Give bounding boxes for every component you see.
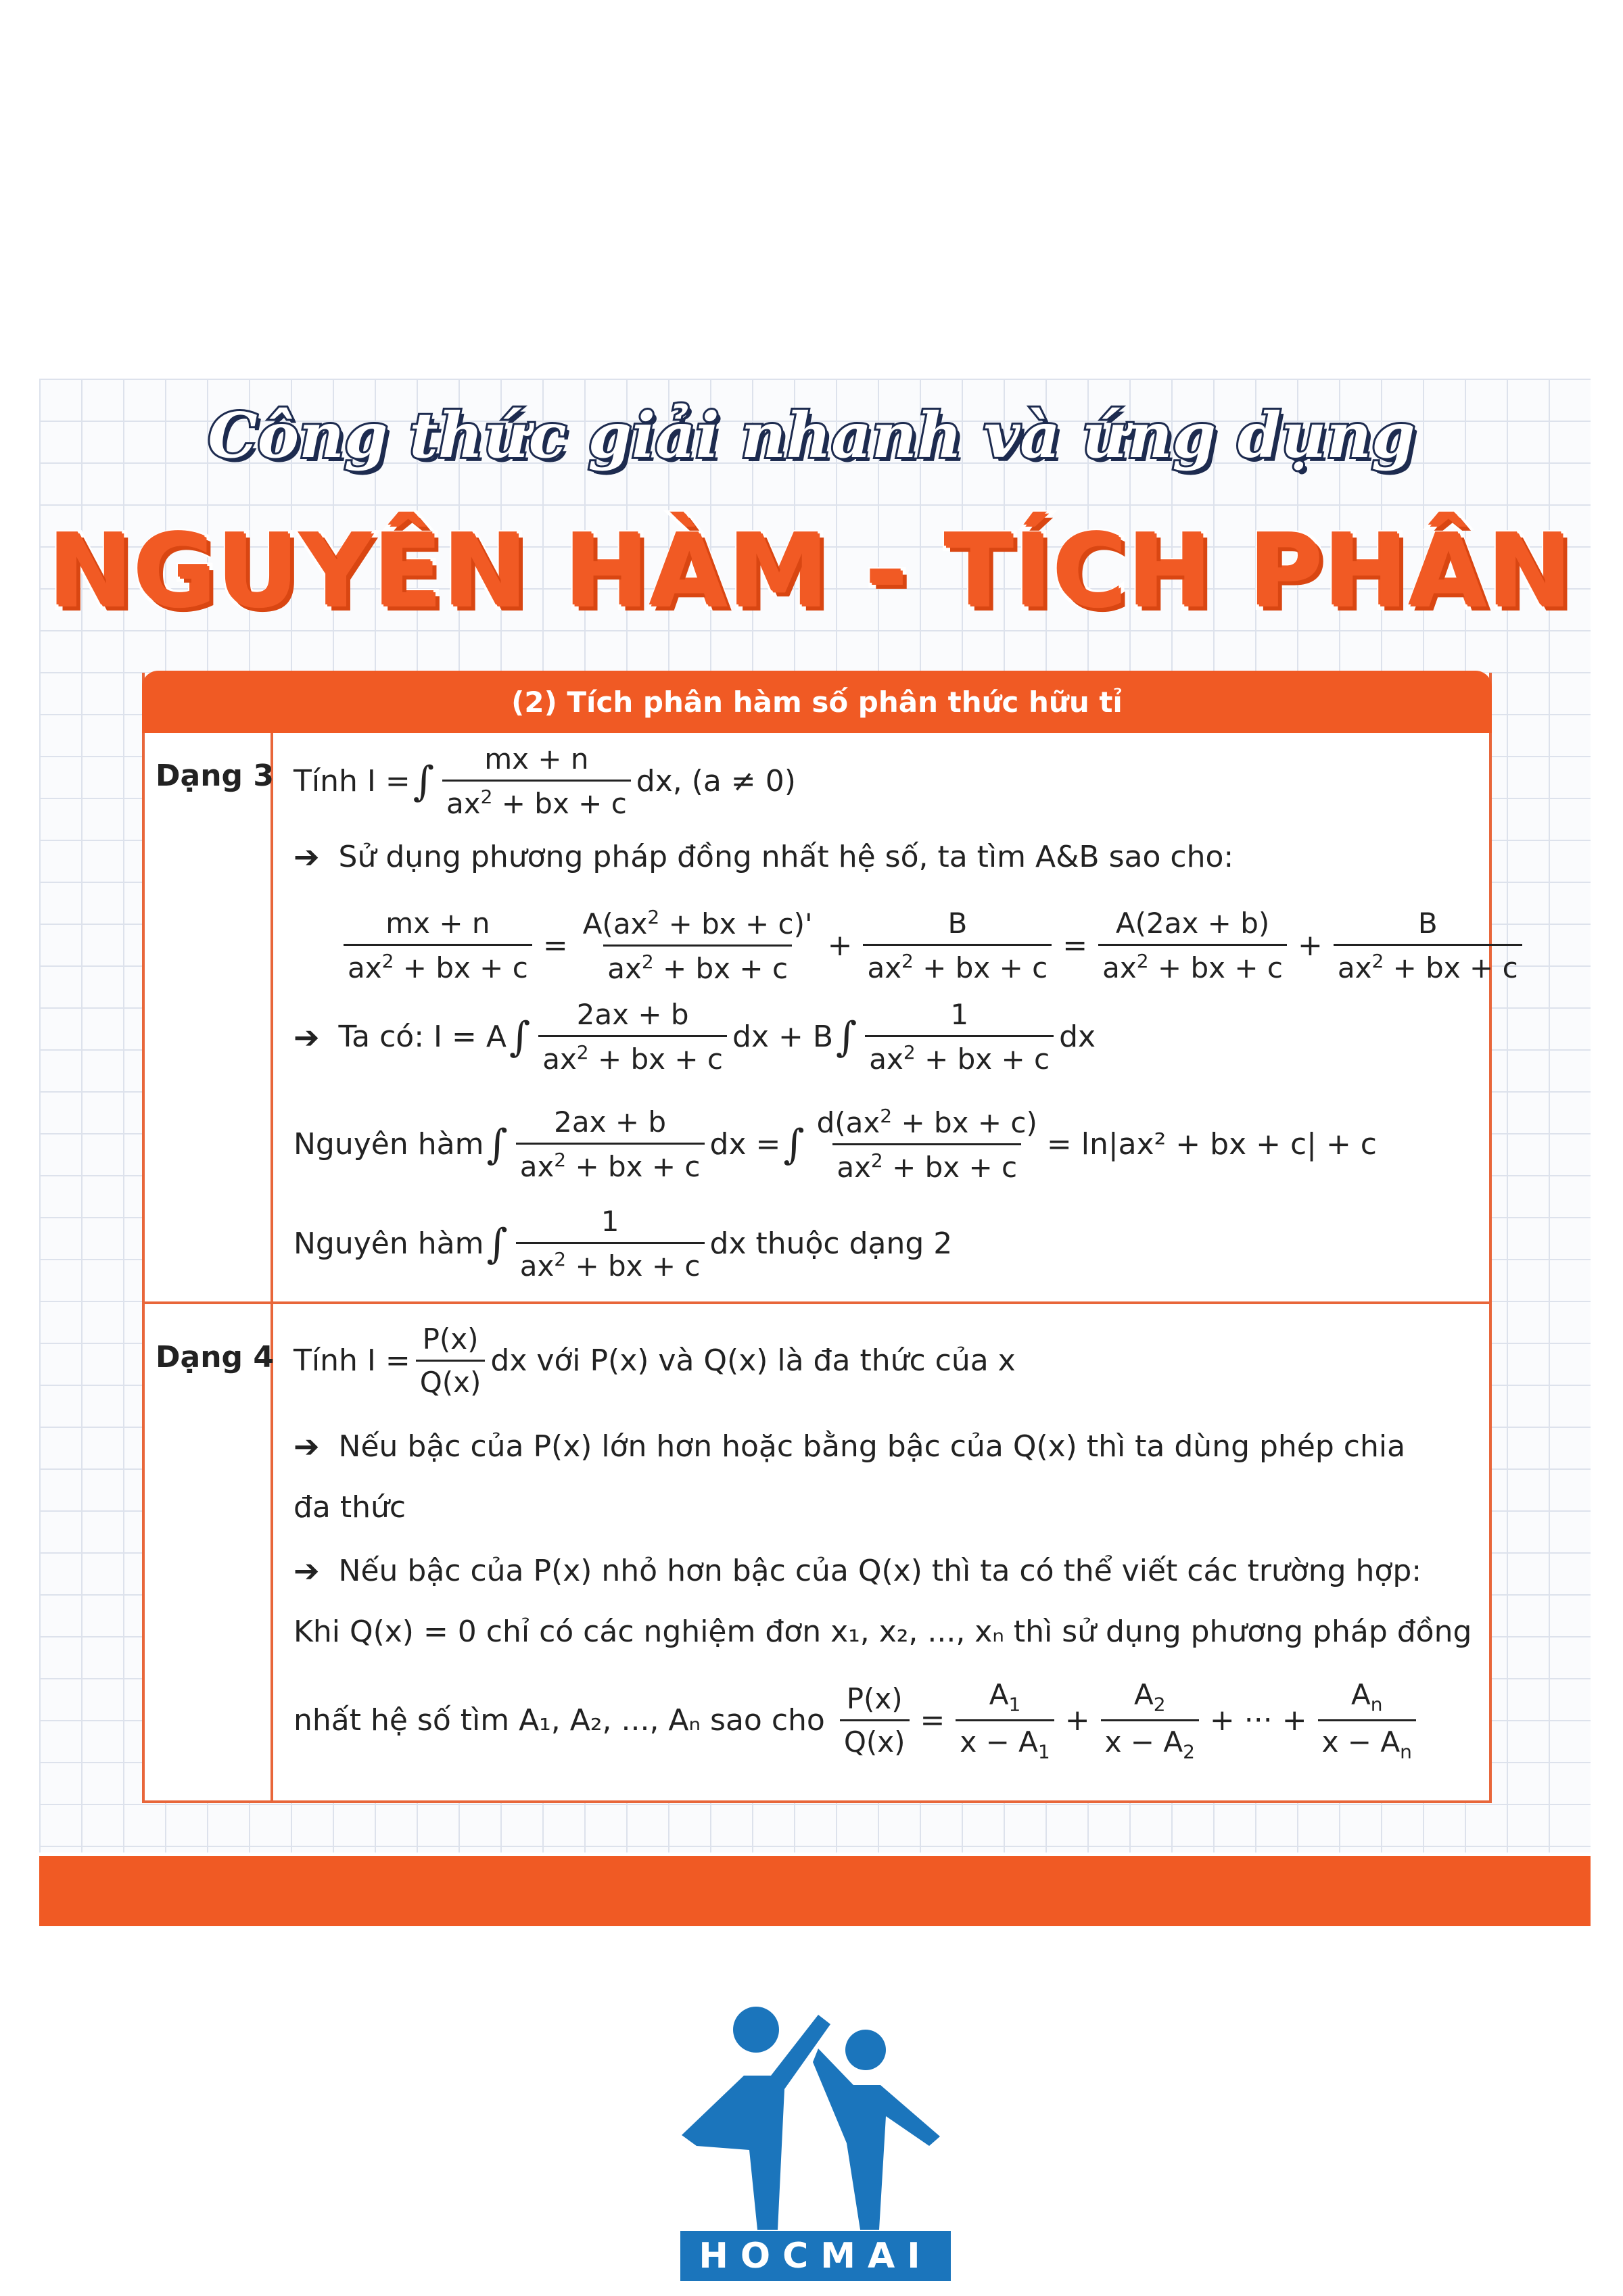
dang3-label: Dạng 3: [156, 759, 274, 793]
ln-result: = ln|ax² + bx + c| + c: [1046, 1127, 1377, 1162]
dang3-taco: ➔ Ta có: I = A ∫ $\frac{2ax + b}{ax^2 + bx + c}$ dx + B ∫ $\frac{1}{ax^2 + bx + c}$ dx: [293, 998, 1096, 1076]
integral-sign: ∫: [486, 1120, 508, 1168]
integral-sign: ∫: [836, 1013, 857, 1061]
dang3-nguyenham1: Nguyên hàm ∫ $\frac{2ax + b}{ax^2 + bx + c}$ dx = ∫ $\frac{d(ax^2 + bx + c)}{ax^2 + bx + c}$ = ln|ax² + bx + c| + c: [293, 1105, 1377, 1184]
fraction: $\frac{mx + n}{ax^2 + bx + c}$: [344, 907, 532, 984]
fraction: $\frac{P(x)}{Q(x)}$: [840, 1682, 910, 1759]
dang4-after: dx với P(x) và Q(x) là đa thức của x: [490, 1343, 1016, 1378]
dang4-bullet2: [293, 1552, 1421, 1589]
fraction: $\frac{A_n}{x - A_n}$: [1318, 1678, 1416, 1763]
dang4-bullet2-text: Nếu bậc của P(x) nhỏ hơn bậc của Q(x) thì ta có thể viết các trường hợp:: [338, 1553, 1422, 1588]
fraction: $\frac{1}{ax^2 + bx + c}$: [516, 1205, 705, 1283]
fraction: $\frac{2ax + b}{ax^2 + bx + c}$: [538, 998, 727, 1076]
arrow-icon: ➔: [293, 838, 320, 875]
thuocdang-text: dx thuộc dạng 2: [709, 1226, 953, 1261]
arrow-icon: ➔: [293, 1428, 320, 1464]
arrow-icon: ➔: [293, 1018, 320, 1055]
fraction: $\frac{A(2ax + b)}{ax^2 + bx + c}$: [1098, 907, 1287, 984]
dang4-bullet1-text: Nếu bậc của P(x) lớn hơn hoặc bằng bậc của Q(x) thì ta dùng phép chia: [338, 1429, 1406, 1464]
dang3-tinh: Tính I =: [293, 764, 410, 798]
fraction: $\frac{B}{ax^2 + bx + c}$: [1334, 907, 1522, 984]
fraction: $\frac{P(x)}{Q(x)}$: [416, 1322, 486, 1399]
dang4-nhat-text: nhất hệ số tìm A₁, A₂, ..., Aₙ sao cho: [293, 1703, 825, 1738]
dang3-formula: [293, 742, 796, 820]
dang3-nguyenham2: [293, 1205, 952, 1283]
fraction: $\frac{1}{ax^2 + bx + c}$: [865, 998, 1054, 1076]
section-heading: (2) Tích phân hàm số phân thức hữu tỉ: [142, 671, 1492, 733]
dang4-label: Dạng 4: [156, 1340, 274, 1374]
dang4-tinh: Tính I =: [293, 1343, 410, 1378]
hocmai-logo-text: HOCMAI: [680, 2231, 951, 2281]
nguyenham-label: Nguyên hàm: [293, 1226, 484, 1261]
column-divider: [270, 733, 273, 1803]
dang3-bullet1: [293, 838, 1233, 875]
header-title: NGUYÊN HÀM - TÍCH PHÂN: [49, 514, 1574, 630]
integral-sign: ∫: [509, 1013, 531, 1061]
integral-sign: ∫: [413, 757, 434, 805]
fraction: $\frac{d(ax^2 + bx + c)}{ax^2 + bx + c}$: [816, 1105, 1037, 1184]
dang3-bullet1-text: Sử dụng phương pháp đồng nhất hệ số, ta tìm A&B sao cho:: [338, 839, 1234, 874]
dang4-khi: Khi Q(x) = 0 chỉ có các nghiệm đơn x₁, x₂, ..., xₙ thì sử dụng phương pháp đồng: [293, 1615, 1472, 1649]
row-divider: [142, 1301, 1492, 1304]
fraction: $\frac{2ax + b}{ax^2 + bx + c}$: [516, 1105, 705, 1183]
bottom-band: [39, 1856, 1591, 1926]
dang4-formula: [293, 1322, 1016, 1399]
dang4-nhat: nhất hệ số tìm A₁, A₂, ..., Aₙ sao cho $\frac{P(x)}{Q(x)}$ = $\frac{A_1}{x - A_1}$ + $\frac{A_2}{x - A_2}$ + ··· + $\frac{A_n}{x - A_n}$: [293, 1678, 1421, 1763]
dang4-bullet1: [293, 1428, 1405, 1464]
integral-sign: ∫: [486, 1220, 508, 1268]
fraction: $\frac{B}{ax^2 + bx + c}$: [863, 907, 1052, 984]
dang3-identity: $\frac{mx + n}{ax^2 + bx + c}$ = $\frac{A(ax^2 + bx + c)'}{ax^2 + bx + c}$ + $\frac{B}{ax^2 + bx + c}$ = $\frac{A(2ax + b)}{ax^2 + bx + c}$ + $\frac{B}{ax^2 + bx + c}$: [338, 906, 1528, 985]
header-subtitle: Công thức giải nhanh và ứng dụng: [208, 399, 1415, 472]
fraction: $\frac{A(ax^2 + bx + c)'}{ax^2 + bx + c}$: [582, 906, 813, 985]
dang3-taco-text: Ta có: I = A: [338, 1020, 507, 1054]
fraction: $\frac{mx + n}{ax^2 + bx + c}$: [442, 742, 631, 820]
dang3-condition: dx, (a ≠ 0): [636, 764, 796, 798]
fraction: $\frac{A_2}{x - A_2}$: [1101, 1678, 1199, 1763]
nguyenham-label: Nguyên hàm: [293, 1127, 484, 1162]
integral-sign: ∫: [783, 1120, 805, 1168]
fraction: $\frac{A_1}{x - A_1}$: [956, 1678, 1054, 1763]
dang4-bullet1-cont: đa thức: [293, 1490, 406, 1525]
arrow-icon: ➔: [293, 1552, 320, 1589]
